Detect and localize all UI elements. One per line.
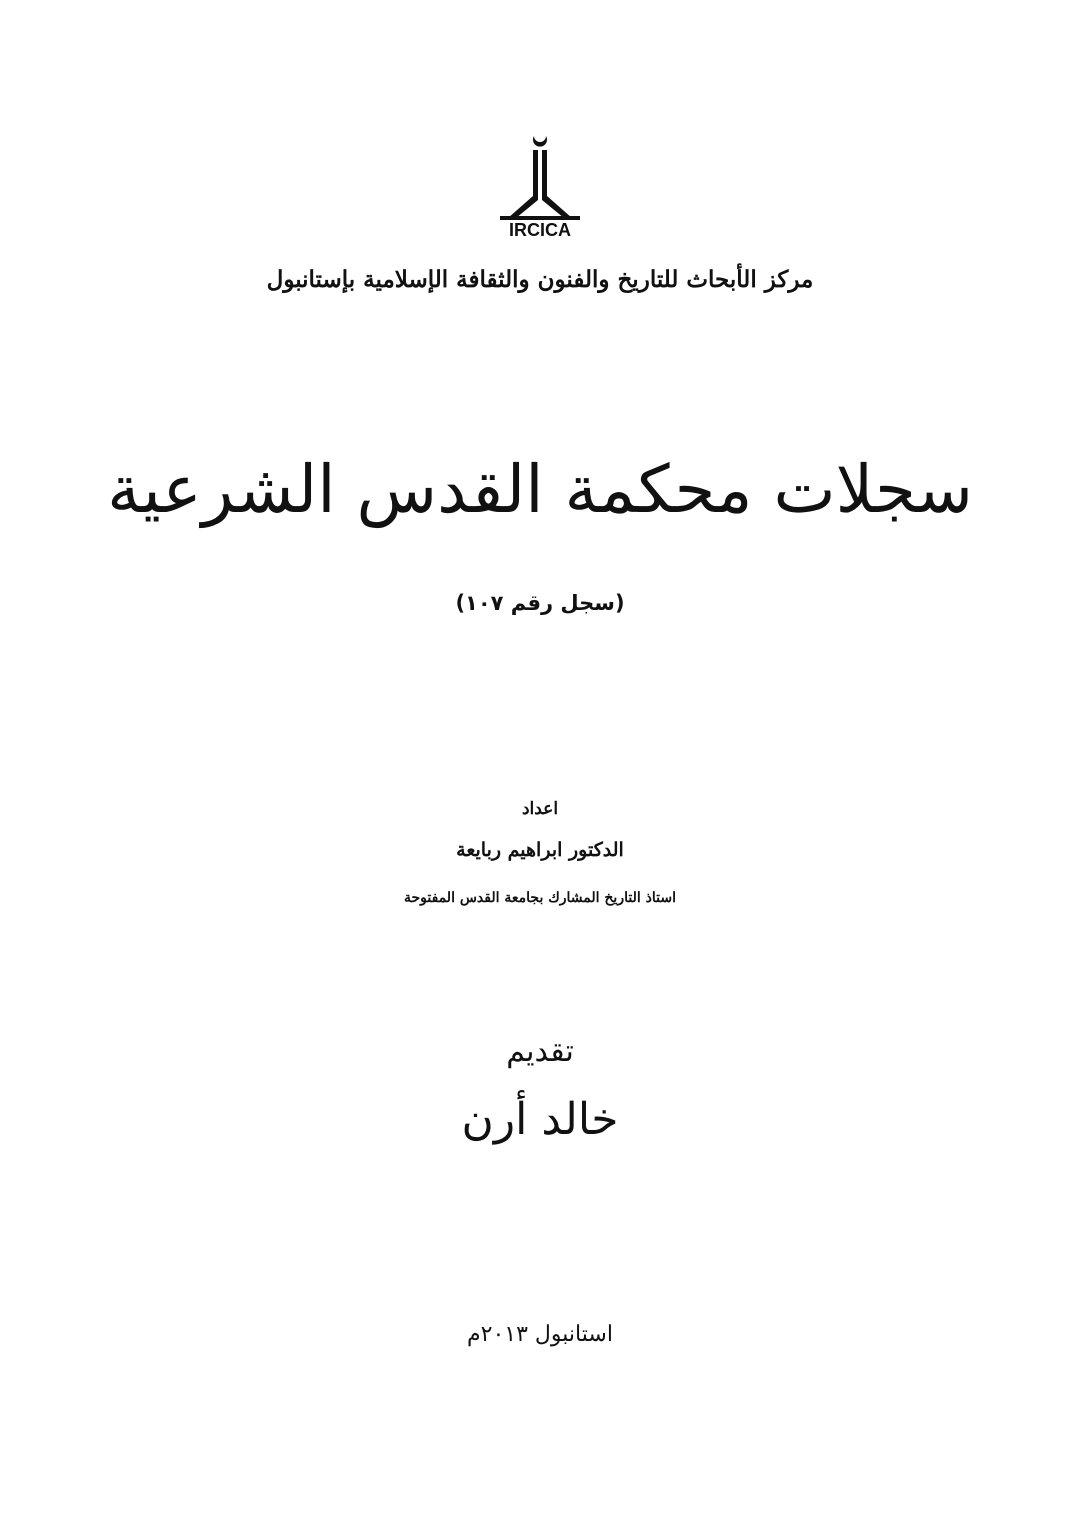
book-title: سجلات محكمة القدس الشرعية (107, 451, 973, 528)
organization-name: مركز الأبحاث للتاريخ والفنون والثقافة الإسلامية بإستانبول (266, 266, 814, 293)
ircica-logo (490, 130, 590, 245)
author-name: الدكتور ابراهيم ربايعة (456, 839, 624, 861)
foreword-label: تقديم (506, 1034, 574, 1069)
foreword-author: خالد أرن (461, 1094, 619, 1145)
imprint-city-year: استانبول ٢٠١٣م (467, 1322, 613, 1347)
register-number: (سجل رقم ١٠٧) (455, 591, 625, 615)
prepared-by-label: اعداد (521, 799, 559, 819)
logo-label: IRCICA (509, 220, 571, 240)
ircica-minaret-logo-icon (490, 130, 590, 220)
author-position: استاذ التاريخ المشارك بجامعة القدس المفتوحة (404, 890, 676, 906)
